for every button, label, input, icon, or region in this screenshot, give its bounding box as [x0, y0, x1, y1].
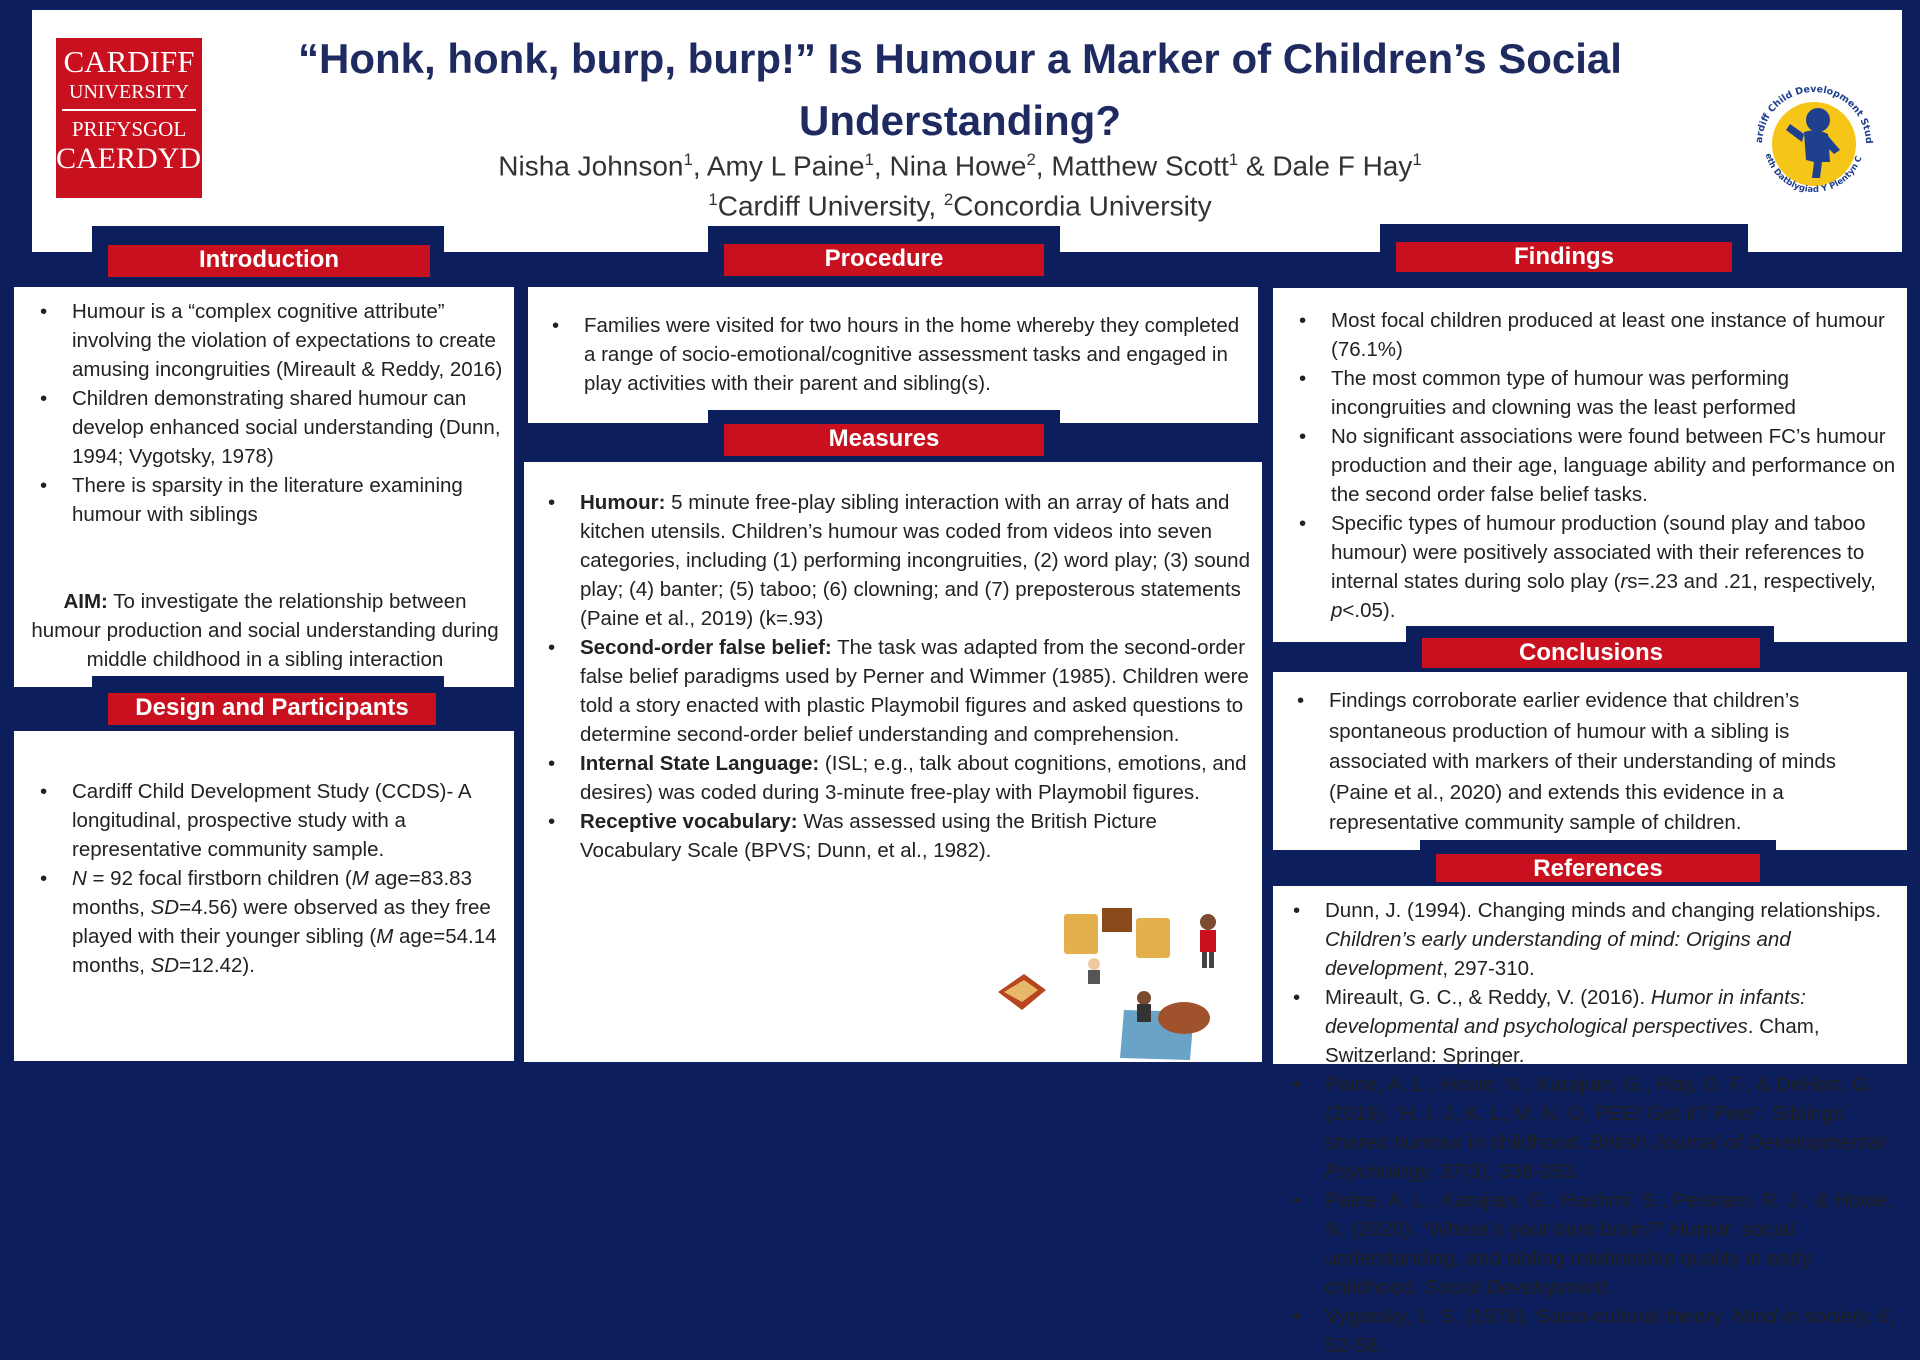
sd-symbol: SD — [150, 954, 180, 977]
aim-text: To investigate the relationship between humour production and social understanding during middle childhood in a sibling interaction — [31, 590, 499, 671]
measure-label: Humour: — [580, 491, 666, 514]
affiliation-separator: , — [928, 190, 944, 222]
author-name: Dale F Hay — [1272, 150, 1413, 182]
reference-text: . — [1606, 1276, 1613, 1299]
reference-text: Dunn, J. (1994). Changing minds and changing relationships. — [1325, 899, 1882, 922]
aim-statement — [30, 587, 500, 674]
measure-text: The task was adapted from the second-order false belief paradigms used by Perner and Wimmer (1985). Children were told a story enacted with plastic Playmobil figures and asked questions to determine second-order belief understanding and comprehension. — [580, 636, 1249, 746]
reference-text: Paine, A. L., Karajian, G., Hashmi, S., Persram, R. J., & Howe, N. (2020). “Where’s your bum brain?” Humor, social understanding, and sibling relationship quality in early childhood. — [1325, 1189, 1893, 1299]
author-affiliation-number: 1 — [1412, 150, 1422, 169]
logo-text-caerdydd: CAERDYDD — [56, 142, 223, 175]
introduction-heading: Introduction — [108, 245, 430, 277]
list-item — [1287, 509, 1899, 625]
reference-item — [1281, 1186, 1899, 1302]
reference-text: (3), 336-353. — [1462, 1160, 1580, 1183]
ccds-logo-top-text: Cardiff Child Development Stud — [1753, 83, 1875, 145]
design-text: age=54.14 months, — [72, 925, 497, 977]
conclusions-heading: Conclusions — [1422, 638, 1760, 668]
findings-text: s=.23 and .21, respectively, — [1627, 570, 1876, 593]
m-symbol: M — [351, 867, 369, 890]
aim-label: AIM: — [63, 590, 108, 613]
procedure-panel — [528, 287, 1258, 423]
list-item — [536, 488, 1254, 633]
list-item: • Families were visited for two hours in the home whereby they completed a range of socio-emotional/cognitive assessment tasks and engaged in play activities with their parent and sibling(s). — [540, 311, 1246, 398]
reference-text: . Cham, Switzerland: Springer. — [1325, 1015, 1820, 1067]
list-item — [536, 749, 1254, 807]
playmobil-toys-image — [994, 900, 1244, 1060]
title-line-2: Understanding? — [799, 97, 1121, 144]
measures-heading: Measures — [724, 424, 1044, 456]
reference-source: Mind in society, 6 — [1732, 1305, 1890, 1328]
list-item — [28, 864, 506, 980]
reference-source: Social Development — [1424, 1276, 1607, 1299]
author-list — [270, 150, 1650, 182]
author-name: Matthew Scott — [1051, 150, 1229, 182]
findings-bullets — [1273, 288, 1907, 625]
logo-text-prifysgol: PRIFYSGOL — [71, 117, 187, 141]
reference-source: British Journal of Developmental Psychology, 37 — [1325, 1131, 1885, 1183]
logo-divider — [62, 109, 196, 111]
findings-text: <.05). — [1342, 599, 1396, 622]
reference-item — [1281, 983, 1899, 1070]
reference-item — [1281, 1070, 1899, 1186]
conclusions-bullets — [1273, 672, 1907, 839]
measure-text: 5 minute free-play sibling interaction with an array of hats and kitchen utensils. Children’s humour was coded from videos into seven categories, including (1) performing incongruities, (2) word play; (3) sound play; (4) banter; (5) taboo; (6) clowning; and (7) preposterous statements (Paine et al., 2019) (k=.93) — [580, 491, 1250, 630]
reference-source: Humor in infants: developmental and psychological perspectives — [1325, 986, 1806, 1038]
findings-panel — [1273, 288, 1907, 642]
list-item: • Humour is a “complex cognitive attribute” involving the violation of expectations to create amusing incongruities (Mireault & Reddy, 2016) — [28, 297, 506, 384]
author-affiliation-number: 1 — [1228, 150, 1239, 169]
ccds-logo-bottom-text: eth Datblygiad Y Plentyn C — [1762, 152, 1865, 196]
sd-symbol: SD — [150, 896, 180, 919]
logo-text-university: UNIVERSITY — [69, 81, 189, 103]
cardiff-child-development-study-logo — [1744, 70, 1884, 210]
list-item: • There is sparsity in the literature examining humour with siblings — [28, 471, 506, 529]
author-name: Nisha Johnson — [498, 150, 684, 182]
list-item: • No significant associations were found between FC’s humour production and their age, language ability and performance on the second order false belief tasks. — [1287, 422, 1899, 509]
reference-source: Children’s early understanding of mind: Origins and development — [1325, 928, 1791, 980]
p-symbol: p — [1331, 599, 1343, 622]
author-name: Amy L Paine — [706, 150, 865, 182]
measure-label: Internal State Language: — [580, 752, 820, 775]
list-item: • Cardiff Child Development Study (CCDS)- A longitudinal, prospective study with a representative community sample. — [28, 777, 506, 864]
logo-text-cardiff: CARDIFF — [63, 44, 195, 79]
cardiff-university-logo — [56, 38, 223, 198]
m-symbol: M — [376, 925, 394, 948]
design-text: =4.56) were observed as they free played with their younger sibling ( — [72, 896, 491, 948]
author-separator: , — [873, 150, 890, 182]
list-item: • Findings corroborate earlier evidence that children’s spontaneous production of humour with a sibling is associated with markers of their understanding of minds (Paine et al., 2020) and extends this evidence in a representative community sample of children. — [1285, 686, 1887, 839]
affiliation-number: 2 — [943, 190, 954, 209]
measure-text: Was assessed using the British Picture Vocabulary Scale (BPVS; Dunn, et al., 1982). — [580, 810, 1157, 862]
measures-panel — [524, 462, 1262, 1062]
r-symbol: r — [1620, 570, 1628, 593]
author-separator: & — [1238, 150, 1273, 182]
references-heading: References — [1436, 854, 1760, 882]
affiliation-name: Concordia University — [953, 190, 1212, 222]
introduction-panel — [14, 287, 514, 687]
measure-label: Receptive vocabulary: — [580, 810, 798, 833]
introduction-bullets — [14, 287, 514, 529]
design-bullets — [14, 731, 514, 980]
reference-item — [1281, 1302, 1899, 1360]
design-heading: Design and Participants — [108, 693, 436, 725]
reference-text: Paine, A. L., Howe, N., Karajian, G., Hay, D. F., & DeHart, G. (2019). ‘H, I, J, K, L, M, N, O, PEE! Get it? Pee!’: Siblings’ shared humour in childhood. — [1325, 1073, 1874, 1154]
reference-text: , 297-310. — [1442, 957, 1535, 980]
design-text: =12.42). — [179, 954, 255, 977]
author-separator: , — [1035, 150, 1052, 182]
reference-text: Vygotsky, L. S. (1978). Socio-cultural theory. — [1325, 1305, 1733, 1328]
design-text: age=83.83 months, — [72, 867, 472, 919]
title-line-1: “Honk, honk, burp, burp!” Is Humour a Marker of Children’s Social — [298, 35, 1622, 82]
author-affiliation-number: 1 — [864, 150, 874, 169]
author-affiliation-number: 2 — [1026, 150, 1036, 169]
affiliation-name: Cardiff University — [717, 190, 929, 222]
author-affiliation-number: 1 — [683, 150, 693, 169]
reference-item — [1281, 896, 1899, 983]
procedure-heading: Procedure — [724, 244, 1044, 276]
measure-text: (ISL; e.g., talk about cognitions, emotions, and desires) was coded during 3-minute free-play with Playmobil figures. — [580, 752, 1247, 804]
list-item — [536, 807, 1180, 865]
findings-text: Specific types of humour production (sound play and taboo humour) were positively associated with their references to internal states during solo play ( — [1331, 512, 1866, 593]
author-name: Nina Howe — [889, 150, 1027, 182]
design-panel — [14, 731, 514, 1061]
list-item: • The most common type of humour was performing incongruities and clowning was the least performed — [1287, 364, 1899, 422]
list-item: • Most focal children produced at least one instance of humour (76.1%) — [1287, 306, 1899, 364]
measure-label: Second-order false belief: — [580, 636, 832, 659]
conclusions-panel — [1273, 672, 1907, 850]
procedure-bullets — [528, 287, 1258, 398]
affiliation-number: 1 — [708, 190, 718, 209]
ccds-logo-graphic — [1744, 70, 1884, 210]
reference-text: Mireault, G. C., & Reddy, V. (2016). — [1325, 986, 1651, 1009]
n-symbol: N — [72, 867, 87, 890]
list-item — [536, 633, 1254, 749]
measures-bullets — [524, 462, 1262, 865]
design-text: = 92 focal firstborn children ( — [86, 867, 352, 890]
references-panel — [1273, 886, 1907, 1357]
findings-heading: Findings — [1396, 242, 1732, 272]
reference-text: , 52-58. — [1325, 1305, 1896, 1357]
author-separator: , — [692, 150, 707, 182]
poster-title — [270, 28, 1650, 152]
list-item: • Children demonstrating shared humour can develop enhanced social understanding (Dunn, 1994; Vygotsky, 1978) — [28, 384, 506, 471]
affiliation-list — [270, 190, 1650, 222]
references-list — [1273, 886, 1907, 1360]
